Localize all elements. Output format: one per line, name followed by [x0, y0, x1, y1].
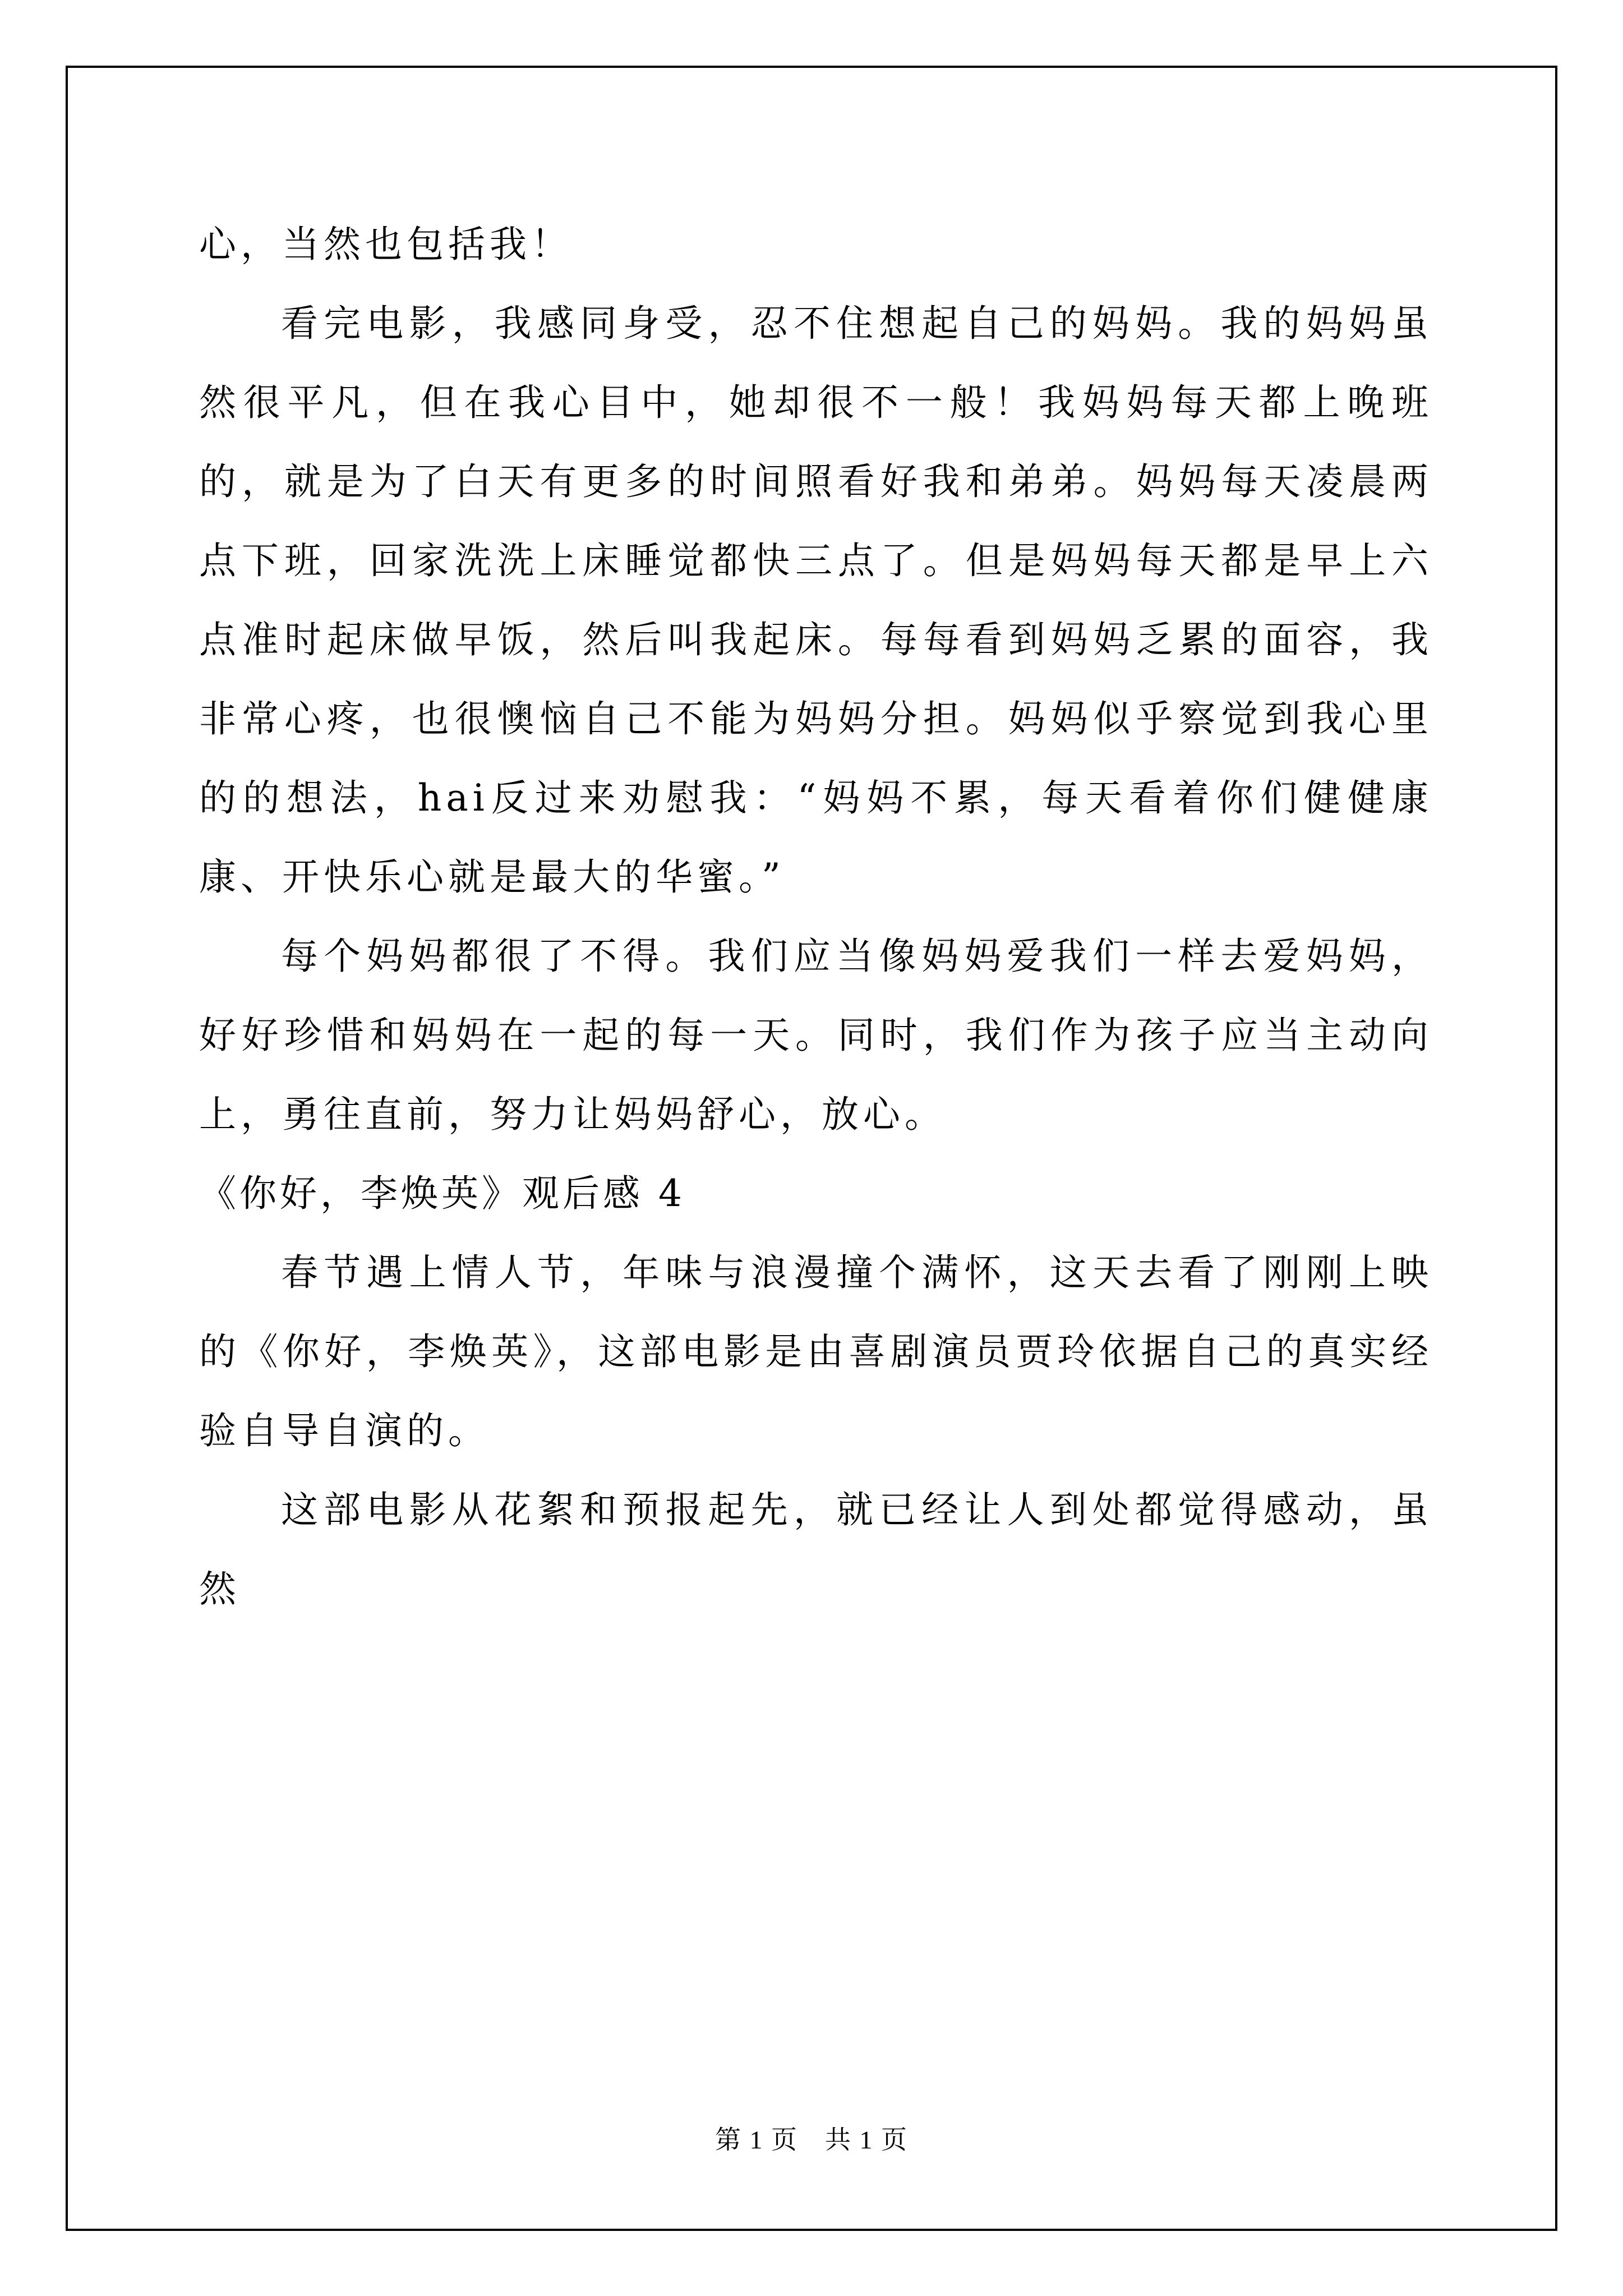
section-heading: 《你好，李焕英》观后感 4	[199, 1172, 685, 1215]
paragraph: 看完电影，我感同身受，忍不住想起自己的妈妈。我的妈妈虽然很平凡，但在我心目中，她却很不一般！我妈妈每天都上晚班的，就是为了白天有更多的时间照看好我和弟弟。妈妈每天凌晨两点下班，回家洗洗上床睡觉都快三点了。但是妈妈每天都是早上六点准时起床做早饭，然后叫我起床。每每看到妈妈乏累的面容，我非常心疼，也很懊恼自己不能为妈妈分担。妈妈似乎察觉到我心里的的想法，hai反过来劝慰我：“妈妈不累，每天看着你们健健康康、开快乐心就是最大的华蜜。”	[199, 302, 1433, 899]
document-body	[199, 205, 1433, 1628]
paragraph: 这部电影从花絮和预报起先，就已经让人到处都觉得感动，虽然	[199, 1488, 1433, 1611]
paragraph: 心，当然也包括我！	[199, 223, 573, 266]
paragraph: 春节遇上情人节，年味与浪漫撞个满怀，这天去看了刚刚上映的《你好，李焕英》，这部电影是由喜剧演员贾玲依据自己的真实经验自导自演的。	[199, 1251, 1433, 1452]
page-footer: 第 1 页 共 1 页	[715, 2125, 908, 2154]
paragraph: 每个妈妈都很了不得。我们应当像妈妈爱我们一样去爱妈妈，好好珍惜和妈妈在一起的每一天。同时，我们作为孩子应当主动向上，勇往直前，努力让妈妈舒心，放心。	[199, 935, 1433, 1136]
